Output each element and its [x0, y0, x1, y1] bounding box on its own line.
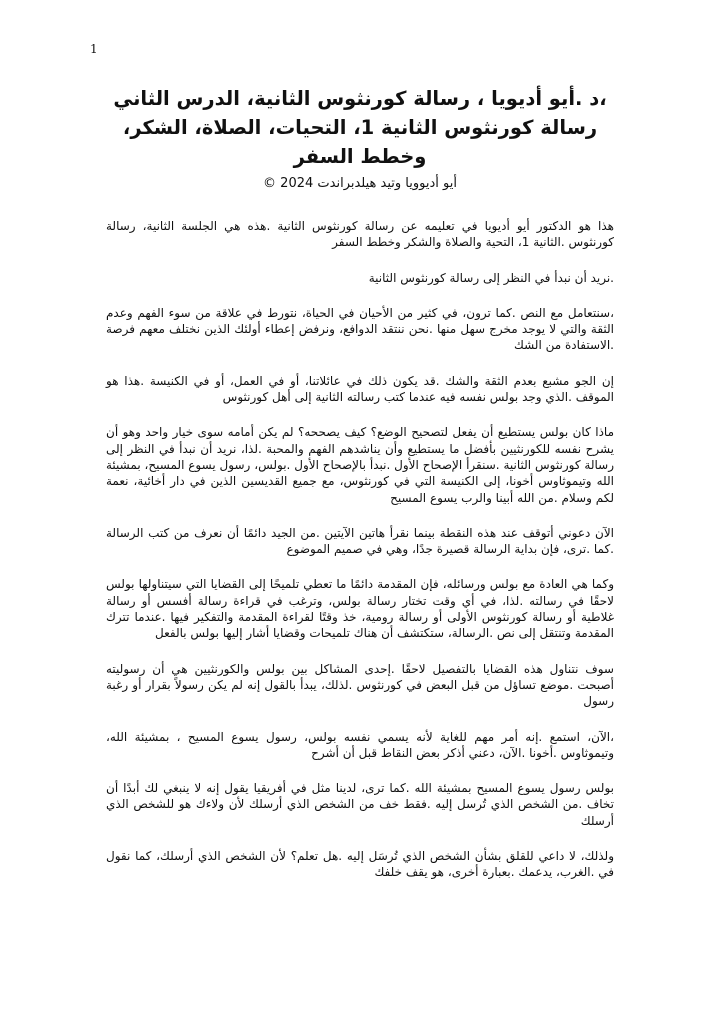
page-number: 1: [90, 42, 98, 56]
copyright-line: أيو أديوويا وتيد هيلدبراندت 2024 ©: [263, 176, 457, 191]
paragraph-10: بولس رسول يسوع المسيح بمشيئة الله .كما ترى، لدينا مثل في أفريقيا يقول إنه لا ينبغي لك أبدًا أن تخاف .من الشخص الذي تُرسل إليه .فقط خف من الشخص الذي أرسلك لأن ولاءك هو للشخص الذي أرسلك: [106, 781, 614, 828]
paragraph-2: .نريد أن نبدأ في النظر إلى رسالة كورنثوس الثانية: [368, 270, 614, 285]
paragraph-9: ،الآن، استمع .إنه أمر مهم للغاية لأنه يسمي نفسه بولس، رسول يسوع المسيح ، بمشيئة الله، وتيموثاوس .أخونا .الآن، دعني أذكر بعض النقاط قبل أن أشرح: [106, 729, 614, 760]
paragraph-8: سوف نتناول هذه القضايا بالتفصيل لاحقًا .إحدى المشاكل بين بولس والكورنثيين هي أن رسوليته أصبحت .موضع تساؤل من قبل البعض في كورنثوس .لذلك، يبدأ بالقول إنه لم يكن رسولاً بقرار أو رغبة رسول: [106, 661, 614, 709]
paragraph-6: الآن دعوني أتوقف عند هذه النقطة بينما نقرأ هاتين الآيتين .من الجيد دائمًا أن نعرف من كتب الرسالة .كما .ترى، فإن بداية الرسالة قصيرة جدًا، وهي في صميم الموضوع: [106, 525, 614, 557]
document-title: ،د .أيو أديويا ، رسالة كورنثوس الثانية، الدرس الثاني رسالة كورنثوس الثانية 1، التحيات، الصلاة، الشكر، وخطط السفر: [113, 87, 607, 168]
paragraph-3: ،سنتعامل مع النص .كما ترون، في كثير من الأحيان في الحياة، نتورط في علاقة من سوء الفهم وعدم الثقة والتي لا يوجد مخرج سهل منها .نحن ننتقد الدوافع، ونرفض إعطاء أولئك الذين نختلف معهم فرصة .الاستفادة من الشك: [106, 305, 614, 353]
paragraph-7: وكما هي العادة مع بولس ورسائله، فإن المقدمة دائمًا ما تعطي تلميحًا إلى القضايا التي سيتناولها بولس لاحقًا في رسالته .لذا، في أي وقت تختار رسالة بولس، وترغب في قراءة رسالة أفسس أو رسالة غلاطية أو رسالة كورنثوس الأولى أو رسالة رومية، خذ وقتًا لقراءة المقدمة والتفكير فيها .عندما تترك المقدمة وتنتقل إلى نص .الرسالة، ستكتشف أن هناك تلميحات وقضايا أشار إليها بولس بالفعل: [106, 577, 614, 641]
paragraph-5: ماذا كان بولس يستطيع أن يفعل لتصحيح الوضع؟ كيف يصححه؟ لم يكن أمامه سوى خيار واحد وهو أن يشرح نفسه للكورنثيين بأفضل ما يستطيع وأن يناشدهم الفهم والمحبة .لذا، نريد أن نبدأ في النظر إلى رسالة كورنثوس الثانية .سنقرأ الإصحاح الأول .نبدأ بالإصحاح الأول .بولس، رسول يسوع المسيح، بمشيئة الله وتيموثاوس أخونا، إلى الكنيسة التي في كورنثوس، مع جميع القديسين الذين في دار أخائية، نعمة لكم وسلام .من الله أبينا والرب يسوع المسيح: [106, 425, 614, 505]
paragraph-4: إن الجو مشبع بعدم الثقة والشك .قد يكون ذلك في عائلاتنا، أو في العمل، أو في الكنيسة .هذا هو الموقف .الذي وجد بولس نفسه فيه عندما كتب رسالته الثانية إلى أهل كورنثوس: [106, 373, 614, 405]
paragraph-1: هذا هو الدكتور أيو أديويا في تعليمه عن رسالة كورنثوس الثانية .هذه هي الجلسة الثانية، رسالة كورنثوس .الثانية 1، التحية والصلاة والشكر وخطط السفر: [106, 219, 614, 250]
paragraph-11: ولذلك، لا داعي للقلق بشأن الشخص الذي تُرسَل إليه .هل تعلم؟ لأن الشخص الذي أرسلك، كما نقول في .الغرب، يدعمك .بعبارة أخرى، هو يقف خلفك: [106, 849, 614, 880]
document-body: [106, 218, 614, 900]
